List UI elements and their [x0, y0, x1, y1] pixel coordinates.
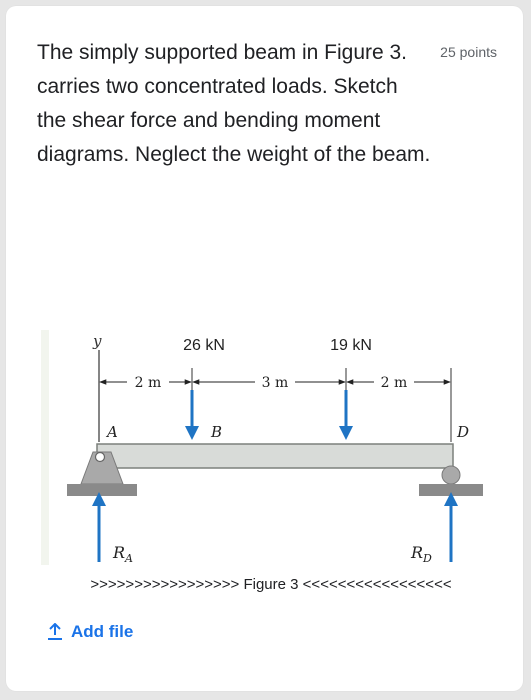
add-file-label: Add file	[71, 622, 134, 641]
y-axis-band	[41, 330, 49, 565]
question-card	[6, 6, 523, 691]
load-arrow-c	[339, 390, 353, 440]
reaction-arrow-d	[444, 492, 458, 562]
point-label-d: D	[457, 423, 470, 441]
point-label-b: B	[211, 423, 223, 441]
span-label-ab: 2 m	[134, 375, 162, 391]
reaction-label-d: $R_D$	[411, 543, 432, 565]
span-label-bc: 3 m	[261, 375, 289, 391]
load-label-b: 26 kN	[183, 337, 225, 354]
span-label-cd: 2 m	[380, 375, 408, 391]
roller-support-right	[419, 466, 483, 496]
reaction-arrow-a	[92, 492, 106, 562]
figure-caption: >>>>>>>>>>>>>>>>> Figure 3 <<<<<<<<<<<<<<<<<	[90, 576, 452, 593]
beam-figure	[41, 324, 501, 574]
question-text: The simply supported beam in Figure 3. carries two concentrated loads. Sketch the shear force and bending moment diagrams. Neglect the weight of the beam.	[37, 41, 431, 166]
beam	[97, 444, 453, 468]
load-label-c: 19 kN	[330, 337, 372, 354]
point-label-a: A	[107, 423, 118, 441]
add-file-button[interactable]	[39, 612, 141, 652]
reaction-label-a: $R_A$	[113, 543, 133, 565]
y-axis-label: y	[93, 332, 102, 350]
points-badge: 25 points	[440, 44, 497, 60]
upload-icon	[47, 623, 63, 641]
load-arrow-b	[185, 390, 199, 440]
